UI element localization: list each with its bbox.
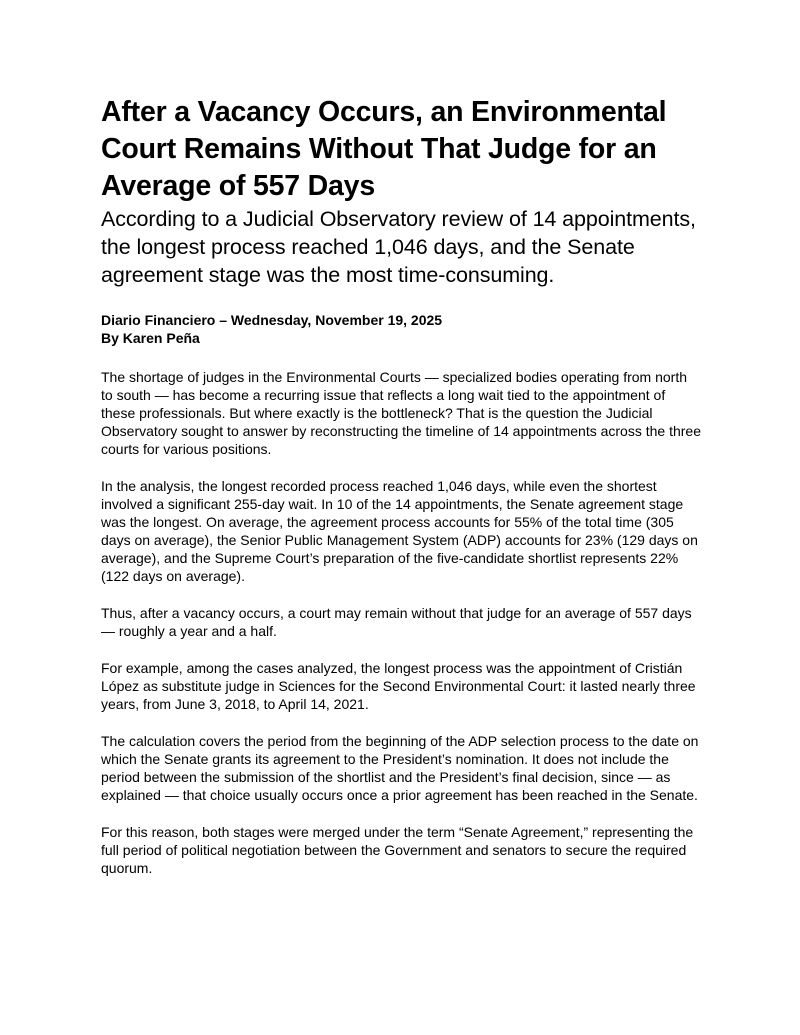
byline [101, 311, 701, 347]
body-paragraph: Thus, after a vacancy occurs, a court may remain without that judge for an average of 557 days — roughly a year and a half. [101, 605, 692, 639]
article [101, 94, 701, 896]
subheadline: According to a Judicial Observatory review of 14 appointments, the longest process reached 1,046 days, and the Senate agreement stage was the most time-consuming. [101, 207, 696, 287]
author-line: By Karen Peña [101, 330, 200, 346]
headline: After a Vacancy Occurs, an Environmental Court Remains Without That Judge for an Average of 557 Days [101, 96, 667, 202]
source-dateline: Diario Financiero – Wednesday, November 19, 2025 [101, 312, 443, 328]
body-paragraph: The calculation covers the period from the beginning of the ADP selection process to the date on which the Senate grants its agreement to the President’s nomination. It does not include the period between the submission of the shortlist and the President’s final decision, since — as explained — that choice usually occurs once a prior agreement has been reached in the Senate. [101, 733, 699, 803]
article-body [101, 368, 701, 877]
body-paragraph: For example, among the cases analyzed, the longest process was the appointment of Cristián López as substitute judge in Sciences for the Second Environmental Court: it lasted nearly three years, from June 3, 2018, to April 14, 2021. [101, 660, 696, 712]
body-paragraph: The shortage of judges in the Environmental Courts — specialized bodies operating from north to south — has become a recurring issue that reflects a long wait tied to the appointment of these professionals. But where exactly is the bottleneck? That is the question the Judicial Observatory sought to answer by reconstructing the timeline of 14 appointments across the three courts for various positions. [101, 369, 701, 457]
body-paragraph: In the analysis, the longest recorded process reached 1,046 days, while even the shortest involved a significant 255-day wait. In 10 of the 14 appointments, the Senate agreement stage was the longest. On average, the agreement process accounts for 55% of the total time (305 days on average), the Senior Public Management System (ADP) accounts for 23% (129 days on average), and the Supreme Court’s preparation of the five-candidate shortlist represents 22% (122 days on average). [101, 478, 698, 584]
body-paragraph: For this reason, both stages were merged under the term “Senate Agreement,” representing the full period of political negotiation between the Government and senators to secure the required quorum. [101, 824, 694, 876]
